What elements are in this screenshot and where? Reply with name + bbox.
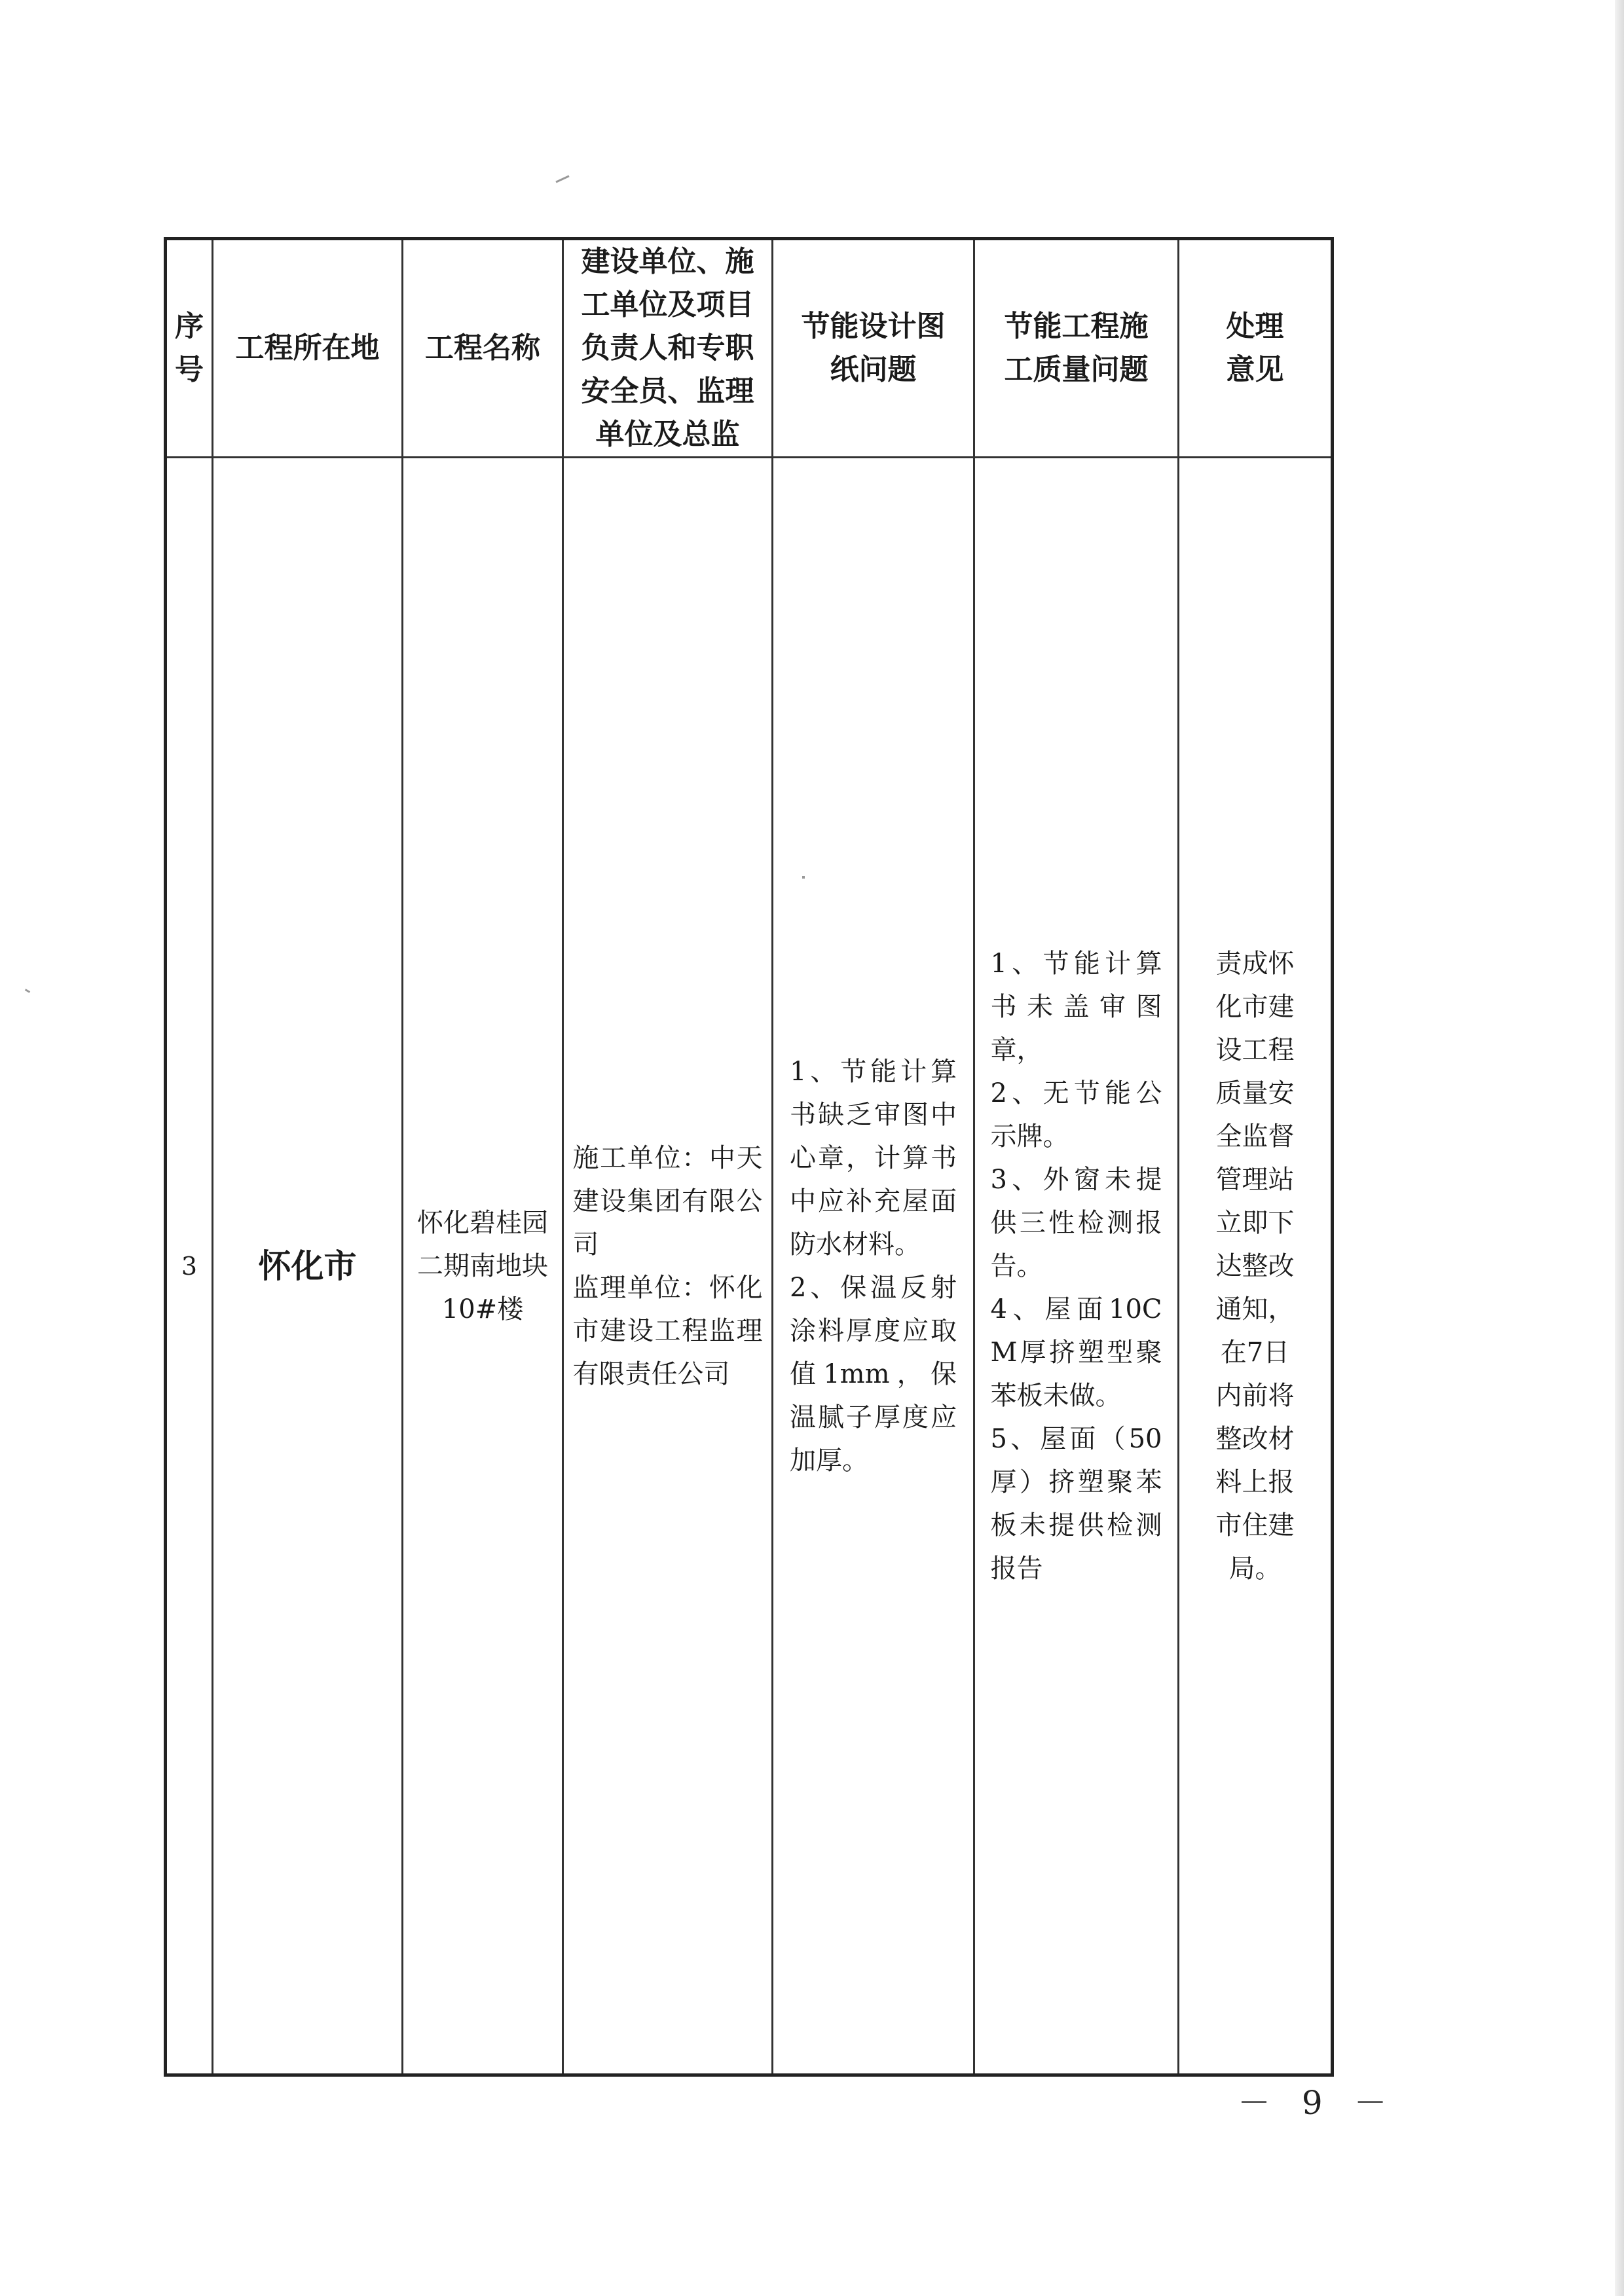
header-location: 工程所在地 — [213, 239, 403, 458]
header-seq: 序号 — [166, 239, 213, 458]
design-issues-text: 1、节能计算书缺乏审图中心章，计算书中应补充屋面防水材料。 2、保温反射涂料厚度应取值1mm，保温腻子厚度应加厚。 — [790, 1056, 957, 1476]
cell-location: 怀化市 — [213, 458, 403, 2075]
header-units: 建设单位、施工单位及项目负责人和专职安全员、监理单位及总监 — [563, 239, 773, 458]
construction-issues-text: 1、节能计算书未盖审图章， 2、无节能公示牌。 3、外窗未提供三性检测报告。 4、屋面10CM厚挤塑型聚苯板未做。 5、屋面（50厚）挤塑聚苯板未提供检测报告 — [990, 948, 1162, 1584]
cell-handling — [1179, 458, 1333, 2075]
header-design-issues: 节能设计图纸问题 — [773, 239, 974, 458]
header-construction-issues: 节能工程施工质量问题 — [974, 239, 1179, 458]
units-text: 施工单位：中天建设集团有限公司 监理单位：怀化市建设工程监理有限责任公司 — [572, 1142, 763, 1389]
header-handling: 处理意见 — [1179, 239, 1333, 458]
inspection-table — [164, 237, 1334, 2077]
cell-construction-issues — [974, 458, 1179, 2075]
table-row — [166, 458, 1333, 2075]
project-name-text: 怀化碧桂园二期南地块10#楼 — [417, 1207, 548, 1324]
cell-project-name — [403, 458, 563, 2075]
page-number: － 9 － — [1238, 2084, 1397, 2122]
cell-units — [563, 458, 773, 2075]
scan-speck — [555, 175, 569, 183]
header-project-name: 工程名称 — [403, 239, 563, 458]
handling-text: 责成怀化市建设工程质量安全监督管理站立即下达整改通知，在7日内前将整改材料上报市住建局。 — [1215, 948, 1295, 1584]
table-header-row — [166, 239, 1333, 458]
scan-speck — [25, 989, 30, 993]
scan-edge — [1615, 0, 1624, 2296]
cell-design-issues — [773, 458, 974, 2075]
cell-seq: 3 — [166, 458, 213, 2075]
